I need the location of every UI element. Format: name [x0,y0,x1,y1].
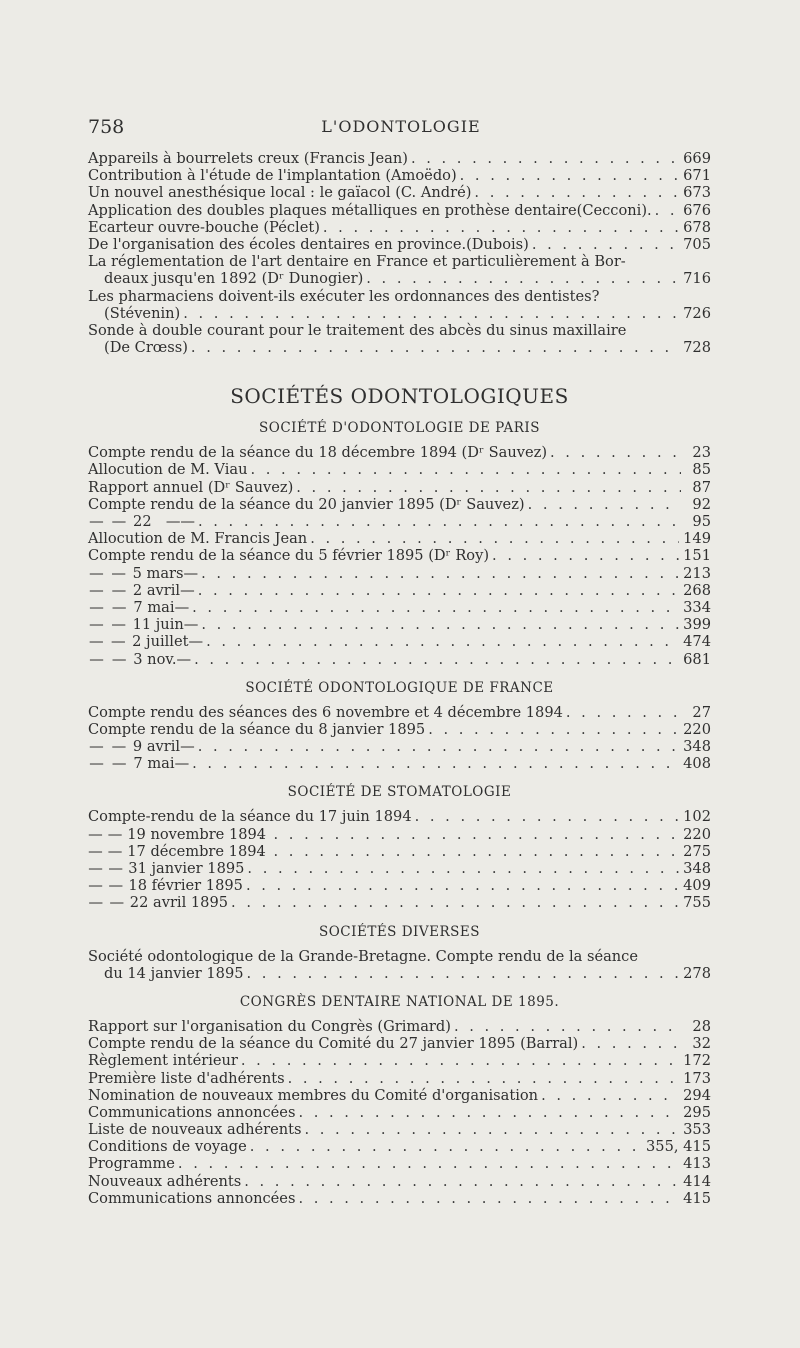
page-ref: 415 [683,1189,711,1207]
page-ref: 95 [692,513,711,530]
ditto-mark: — [111,581,127,599]
entry-date: 22 avril 1895 [129,894,229,912]
leader-dots [295,1190,679,1207]
page-ref: 676 [683,201,711,219]
leader-dots [189,755,679,772]
entry-line [88,1018,711,1035]
index-entry [88,1155,711,1172]
entry-line [88,1087,711,1104]
entry-text: Compte rendu de la séance du 18 décembre 1894 (Dʳ Sauvez) [88,444,548,462]
ditto-mark: — [89,513,104,530]
ditto-mark: — [111,598,127,616]
page-ref: 172 [683,1052,711,1070]
section-list [88,420,711,1207]
entry-line [88,738,711,755]
ditto-mark: — [111,755,127,773]
leader-dots [652,202,679,219]
leader-dots [247,461,681,478]
entry-text: Compte rendu de la séance du 8 janvier 1895 [88,720,426,738]
page-ref: 728 [683,339,711,357]
page-ref: 23 [692,444,711,462]
index-entry [88,808,711,825]
entry-text: Un nouvel anesthésique local : le gaïacol (C. André) [88,184,472,202]
ditto-mark: — [107,825,123,843]
section-heading: SOCIÉTÉ DE STOMATOLOGIE [287,784,512,801]
ditto-mark: — [111,633,126,651]
ditto-mark: — [88,633,104,651]
index-entry [88,738,711,755]
intro-entry-list [88,150,711,356]
page-ref: 295 [683,1103,711,1121]
page-ref: 705 [683,235,711,253]
page-ref: 102 [683,808,711,826]
page-ref: 716 [683,270,711,288]
entry-date: 3 nov. [133,650,177,668]
entry-text: Liste de nouveaux adhérents [88,1121,302,1139]
leader-dots [244,965,680,982]
entry-line [88,1104,711,1121]
entry-line [88,202,711,219]
ditto-mark: — [89,581,104,599]
entry-date: 18 février 1895 [128,877,243,895]
entry-line [88,599,711,616]
page-ref: 220 [683,825,711,843]
entry-text: deaux jusqu'en 1892 (Dʳ Dunogier) [104,270,364,288]
page-ref: 294 [683,1086,711,1104]
leader-dots [243,877,679,894]
index-entry [88,530,711,547]
ditto-mark: — [88,842,103,860]
page-ref: 413 [683,1155,711,1173]
running-title: L'ODONTOLOGIE [321,117,481,136]
leader-dots [578,1035,681,1052]
page-ref: 149 [683,530,711,548]
page-header [88,116,714,138]
page-ref: 27 [692,703,711,721]
ditto-mark: — [88,825,103,843]
entry-text: Compte rendu de la séance du Comité du 27 janvier 1895 (Barral) [88,1035,579,1053]
ditto-mark: — [111,650,127,668]
index-entry [88,547,711,564]
index-entry [88,1052,711,1069]
index-entry [88,1190,711,1207]
entry-line [88,1035,711,1052]
entry-line [88,1190,711,1207]
leader-dots [238,1052,679,1069]
society-section [88,994,711,1207]
ditto-mark: — [183,616,199,634]
page-ref: 348 [683,860,712,877]
entry-line [88,253,711,270]
index-content [88,150,711,1207]
entry-line [88,479,711,496]
entry-line [88,894,711,911]
leader-dots [408,150,679,167]
page-ref: 726 [683,304,711,322]
entry-text: (De Crœss) [104,339,188,357]
entry-line [88,826,711,843]
leader-dots [525,496,681,513]
entry-date: 22 [133,513,152,530]
entry-line [88,219,711,236]
index-entry [88,1035,711,1052]
entry-text: Communications annoncées [88,1189,296,1207]
leader-dots [191,651,679,668]
index-entry [88,219,711,236]
entry-text: Compte rendu des séances des 6 novembre et 4 décembre 1894 [88,703,563,721]
entry-line [88,150,711,167]
leader-dots [301,1121,679,1138]
page-ref: 268 [683,581,711,599]
leader-dots [188,339,679,356]
entry-date: 19 novembre 1894 [127,825,267,843]
ditto-mark: — [88,894,104,912]
leader-dots [295,1104,679,1121]
entry-text: Les pharmaciens doivent-ils exécuter les ordonnances des dentistes? [88,287,600,305]
entry-text: du 14 janvier 1895 [104,964,244,982]
ditto-mark: — [107,842,123,860]
index-entry [88,616,711,633]
page-ref: 678 [683,218,711,236]
ditto-mark: — [176,650,192,668]
index-entry [88,479,711,496]
index-entry [88,184,711,201]
entry-line [88,755,711,772]
page-ref: 414 [683,1172,711,1190]
entry-text: Allocution de M. Viau [88,461,248,479]
entry-line [88,530,711,547]
ditto-mark: — [180,738,195,756]
entry-line [88,288,711,305]
entry-line [88,860,711,877]
leader-dots [195,582,679,599]
page-ref: 28 [692,1017,711,1035]
entry-text: Appareils à bourrelets creux (Francis Jean) [88,150,408,167]
ditto-mark: — [165,513,181,530]
entry-line [88,965,711,982]
page-ref: 220 [683,720,711,738]
main-heading: SOCIÉTÉS ODONTOLOGIQUES [230,384,569,409]
entry-line [88,633,711,650]
section-heading: SOCIÉTÉ D'ODONTOLOGIE DE PARIS [259,420,540,437]
index-entry [88,582,711,599]
index-entry [88,894,711,911]
leader-dots [471,184,679,201]
index-entry [88,565,711,582]
entry-line [88,948,711,965]
leader-dots [412,808,680,825]
index-entry [88,755,711,772]
ditto-mark: — [188,633,204,651]
index-entry [88,721,711,738]
leader-dots [451,1018,681,1035]
section-heading: SOCIÉTÉS DIVERSES [318,923,480,940]
leader-dots [195,513,681,530]
leader-dots [180,305,679,322]
leader-dots [228,894,679,911]
index-entry [88,202,711,219]
page-ref: 151 [683,547,711,565]
index-entry [88,1087,711,1104]
index-entry [88,1121,711,1138]
page-ref: 671 [683,167,711,185]
entry-text: Communications annoncées [88,1103,296,1121]
ditto-mark: — [89,564,104,582]
index-entry [88,1070,711,1087]
entry-line [88,616,711,633]
leader-dots [425,721,679,738]
ditto-mark: — [174,755,190,773]
ditto-mark: — [111,616,126,634]
entry-date: 2 avril [132,581,181,599]
ditto-mark: — [89,755,104,773]
index-entry [88,150,711,167]
entry-text: Rapport sur l'organisation du Congrès (Grimard) [88,1017,451,1035]
entry-line [88,1121,711,1138]
entry-line [88,1070,711,1087]
index-entry [88,877,711,894]
leader-dots [241,1173,679,1190]
index-entry [88,948,711,982]
page-ref: 755 [683,894,711,912]
leader-dots [293,479,681,496]
leader-dots [538,1087,679,1104]
society-section [88,784,711,911]
entry-line [88,704,711,721]
ditto-mark: — [111,564,126,582]
leader-dots [320,219,679,236]
entry-line [88,1138,711,1155]
ditto-mark: — [88,877,103,895]
index-entry [88,1104,711,1121]
entry-text: Programme [88,1155,175,1173]
entry-line [88,843,711,860]
page-ref: 348 [683,738,711,756]
entry-date: 11 juin [132,616,184,634]
entry-text: Première liste d'adhérents [88,1069,285,1087]
entry-text: Nomination de nouveaux membres du Comité d'organisation [88,1086,539,1104]
entry-line [88,1155,711,1172]
index-entry [88,444,711,461]
entry-line [88,167,711,184]
page-ref: 334 [683,598,711,616]
index-entry [88,599,711,616]
page-ref: 681 [683,650,711,668]
ditto-mark: — [180,581,195,599]
leader-dots [307,530,679,547]
society-section [88,680,711,773]
leader-dots [363,270,679,287]
leader-dots [189,599,679,616]
entry-line [88,236,711,253]
entry-text: Compte-rendu de la séance du 17 juin 1894 [88,808,412,826]
page-ref: 399 [683,616,712,634]
ditto-mark: — [108,877,124,895]
entry-line [88,444,711,461]
leader-dots [198,616,679,633]
section-heading: CONGRÈS DENTAIRE NATIONAL DE 1895. [239,993,560,1010]
page-ref: 669 [683,150,711,167]
entry-text: Application des doubles plaques métalliques en prothèse dentaire(Cecconi). [88,201,652,219]
ditto-mark: — [183,564,199,582]
leader-dots [563,704,681,721]
leader-dots [489,547,679,564]
index-entry [88,860,711,877]
entry-line [88,877,711,894]
entry-text: Conditions de voyage [88,1138,247,1156]
leader-dots [203,633,679,650]
entry-line [88,651,711,668]
index-entry [88,704,711,721]
page-ref: 355, 415 [646,1138,711,1156]
page-ref: 213 [683,564,711,582]
index-entry [88,633,711,650]
index-entry [88,322,711,356]
entry-text: La réglementation de l'art dentaire en France et particulièrement à Bor- [88,253,626,271]
index-entry [88,288,711,322]
page-ref: 408 [683,755,711,773]
entry-line [88,305,711,322]
ditto-mark: — [109,894,125,912]
leader-dots [547,444,681,461]
index-entry [88,1138,711,1155]
ditto-mark: — [180,513,195,530]
leader-dots [285,1070,680,1087]
entry-line [88,582,711,599]
page-ref: 87 [692,478,711,496]
entry-line [88,1173,711,1190]
index-entry [88,513,711,530]
entry-text: Compte rendu de la séance du 5 février 1895 (Dʳ Roy) [88,547,490,565]
entry-line [88,322,711,339]
ditto-mark: — [89,738,104,756]
entry-date: 7 mai [133,598,175,616]
entry-date: 9 avril [132,738,181,756]
entry-text: Compte rendu de la séance du 20 janvier 1895 (Dʳ Sauvez) [88,495,525,513]
index-entry [88,651,711,668]
entry-text: Sonde à double courant pour le traitement des abcès du sinus maxillaire [88,321,627,339]
leader-dots [175,1155,679,1172]
page-ref: 85 [692,461,711,479]
page-ref: 173 [683,1069,711,1087]
leader-dots [255,826,679,843]
society-section [88,420,711,667]
entry-text: Règlement intérieur [88,1052,238,1070]
page-ref: 474 [683,633,711,651]
leader-dots [255,843,679,860]
society-section [88,924,711,982]
index-entry [88,461,711,478]
entry-line [88,496,711,513]
page-ref: 673 [683,184,711,202]
index-entry [88,843,711,860]
entry-line [88,808,711,825]
entry-line [88,339,711,356]
entry-text: Société odontologique de la Grande-Bretagne. Compte rendu de la séance [88,947,638,965]
index-entry [88,1173,711,1190]
ditto-mark: — [88,860,103,877]
ditto-mark: — [89,650,104,668]
page-ref: 92 [692,495,711,513]
leader-dots [529,236,679,253]
entry-line [88,184,711,201]
entry-date: 2 juillet [132,633,189,651]
index-entry [88,1018,711,1035]
page-ref: 275 [683,842,711,860]
entry-line [88,270,711,287]
ditto-mark: — [108,860,123,877]
entry-date: 31 janvier 1895 [128,860,245,877]
page-ref: 409 [683,877,711,895]
index-entry [88,826,711,843]
entry-text: De l'organisation des écoles dentaires en province.(Dubois) [88,235,529,253]
entry-line [88,547,711,564]
ditto-mark: — [111,513,127,530]
leader-dots [457,167,679,184]
ditto-mark: — [174,598,190,616]
index-entry [88,236,711,253]
ditto-mark: — [111,738,127,756]
section-heading: SOCIÉTÉ ODONTOLOGIQUE DE FRANCE [245,679,554,696]
ditto-mark: — [89,598,104,616]
entry-date: 7 mai [133,755,175,773]
leader-dots [244,860,679,877]
page-number: 758 [88,116,125,138]
ditto-mark: — [89,616,104,634]
index-entry [88,253,711,287]
entry-date: 17 décembre 1894 [127,842,266,860]
entry-text: Allocution de M. Francis Jean [88,530,308,548]
page-ref: 353 [683,1121,711,1139]
entry-text: Ecarteur ouvre-bouche (Péclet) [88,218,320,236]
entry-line [88,721,711,738]
entry-text: Nouveaux adhérents [88,1172,242,1190]
entry-date: 5 mars [132,564,184,582]
entry-text: (Stévenin) [104,304,181,322]
index-entry [88,167,711,184]
entry-line [88,513,711,530]
entry-line [88,1052,711,1069]
index-entry [88,496,711,513]
leader-dots [195,738,679,755]
leader-dots [198,565,679,582]
leader-dots [247,1138,642,1155]
entry-line [88,565,711,582]
entry-line [88,461,711,478]
page-ref: 278 [683,964,711,982]
page-ref: 32 [692,1035,711,1053]
entry-text: Contribution à l'étude de l'implantation (Amoëdo) [88,167,457,185]
entry-text: Rapport annuel (Dʳ Sauvez) [88,478,294,496]
